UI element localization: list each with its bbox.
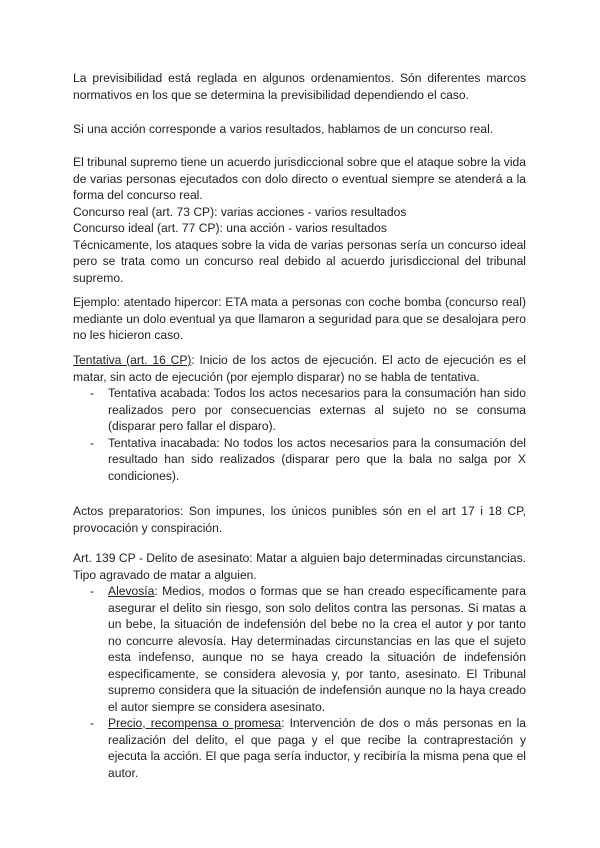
paragraph-previsibilidad: La previsibilidad está reglada en algunos ordenamientos. Són diferentes marcos normativos en los que se determina la previsibilidad dependiendo el caso. <box>73 71 526 102</box>
tentativa-acabada-text: Tentativa acabada: Todos los actos necesarios para la consumación han sido realizados pero por consecuencias externas al sujeto no se consuma (disparar pero fallar el disparo). <box>108 386 526 433</box>
tentativa-text: : Inicio de los actos de ejecución. El acto de ejecución es el matar, sin acto de ejecución (por ejemplo disparar) no se habla de tentativa. <box>73 353 526 384</box>
tecnicamente-text: Técnicamente, los ataques sobre la vida de varias personas sería un concurso ideal pero se trata como un concurso real debido al acuerdo jurisdiccional del tribunal supremo. <box>73 237 526 285</box>
concurso-real-definition: Concurso real (art. 73 CP): varias acciones - varios resultados <box>73 204 407 219</box>
paragraph-actos-preparatorios: Actos preparatorios: Son impunes, los únicos punibles són en el art 17 i 18 CP, provocación y conspiración. <box>73 504 526 535</box>
list-item <box>73 385 526 435</box>
concurso-ideal-definition: Concurso ideal (art. 77 CP): una acción - varios resultados <box>73 221 387 235</box>
precio-text: : Intervención de dos o más personas en la realización del delito, el que paga y el que recibe la contraprestación y ejecuta la acción. El que paga sería inductor, y recibiría la misma pena que el autor. <box>108 716 526 780</box>
paragraph-tribunal-supremo <box>73 154 526 286</box>
tentativa-list <box>73 385 526 484</box>
acuerdo-jurisdiccional-text: El tribunal supremo tiene un acuerdo jurisdiccional sobre que el ataque sobre la vida de varias personas ejecutados con dolo directo o eventual siempre se atenderá a la forma del concurso real. <box>73 155 526 202</box>
dash-bullet: - <box>90 584 95 598</box>
tentativa-term: Tentativa (art. 16 CP) <box>73 353 192 367</box>
section-asesinato <box>73 550 526 781</box>
list-item <box>73 715 526 781</box>
asesinato-list <box>73 583 526 781</box>
dash-bullet: - <box>90 386 95 400</box>
section-tentativa <box>73 352 526 484</box>
precio-term: Precio, recompensa o promesa <box>108 716 282 730</box>
alevosia-text: : Medios, modos o formas que se han creado específicamente para asegurar el delito sin riesgo, son solo delitos contra las personas. Si matas a un bebe, la situación de indefensión del bebe no la crea el autor y por tanto no concurre alevosía. Hay determinadas circunstancias en las que el sujeto esta indefenso, aunque no se haya creado la situación de indefensión especificamente, se considera alevosia y, por tanto, asesinato. El Tribunal supremo considera que la situación de indefensión aunque no la haya creado el autor siempre se considera asesinato. <box>108 584 526 714</box>
dash-bullet: - <box>90 716 95 730</box>
alevosia-term: Alevosía <box>108 584 155 598</box>
paragraph-ejemplo-hipercor: Ejemplo: atentado hipercor: ETA mata a personas con coche bomba (concurso real) mediante un dolo eventual ya que llamaron a seguridad para que se desalojara pero no les hicieron caso. <box>73 295 526 342</box>
paragraph-concurso-real: Si una acción corresponde a varios resultados, hablamos de un concurso real. <box>73 122 494 136</box>
tentativa-inacabada-text: Tentativa inacabada: No todos los actos necesarios para la consumación del resultado han sido realizados (disparar pero que la bala no salga por X condiciones). <box>108 435 526 483</box>
list-item <box>73 435 526 485</box>
tentativa-definition <box>73 352 526 385</box>
asesinato-intro: Art. 139 CP - Delito de asesinato: Matar a alguien bajo determinadas circunstancias. Tipo agravado de matar a alguien. <box>73 551 526 582</box>
dash-bullet: - <box>90 435 95 450</box>
list-item <box>73 583 526 715</box>
